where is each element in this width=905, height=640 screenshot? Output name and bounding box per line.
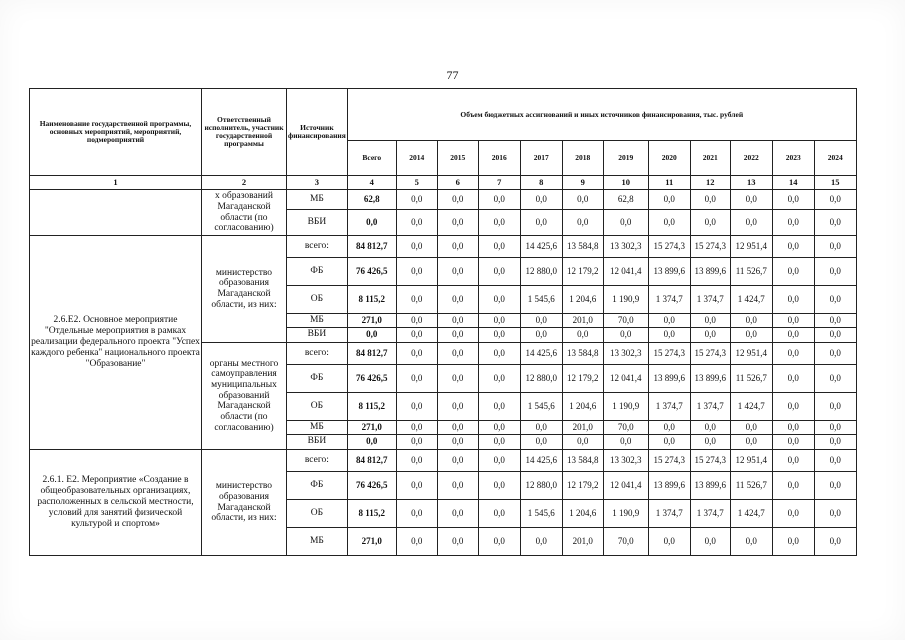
- year-value: 14 425,6: [520, 343, 562, 365]
- year-value: 0,0: [814, 472, 856, 500]
- year-value: 0,0: [396, 393, 437, 421]
- year-value: 0,0: [772, 190, 814, 210]
- column-number: 9: [562, 176, 603, 190]
- year-value: 0,0: [730, 421, 772, 435]
- year-value: 0,0: [478, 365, 520, 393]
- year-value: 0,0: [690, 190, 730, 210]
- funding-source: МБ: [287, 421, 348, 435]
- year-value: 0,0: [603, 435, 648, 450]
- year-value: 0,0: [437, 450, 478, 472]
- year-value: 0,0: [562, 435, 603, 450]
- column-number: 1: [30, 176, 202, 190]
- year-value: 1 424,7: [730, 286, 772, 314]
- year-value: 0,0: [520, 190, 562, 210]
- year-value: 0,0: [772, 343, 814, 365]
- header-total-col: Всего: [347, 141, 396, 176]
- year-value: 0,0: [396, 314, 437, 328]
- year-value: 0,0: [648, 528, 690, 556]
- year-value: 0,0: [814, 435, 856, 450]
- funding-source: МБ: [287, 528, 348, 556]
- year-value: 0,0: [814, 393, 856, 421]
- funding-source: ОБ: [287, 286, 348, 314]
- header-source-col: Источник финансирования: [287, 89, 348, 176]
- year-value: 0,0: [814, 450, 856, 472]
- year-value: 15 274,3: [648, 343, 690, 365]
- header-year: 2020: [648, 141, 690, 176]
- year-value: 12 880,0: [520, 365, 562, 393]
- year-value: 0,0: [772, 528, 814, 556]
- year-value: 0,0: [478, 258, 520, 286]
- year-value: 201,0: [562, 314, 603, 328]
- year-value: 1 204,6: [562, 286, 603, 314]
- year-value: 0,0: [478, 236, 520, 258]
- year-value: 0,0: [520, 314, 562, 328]
- activity-name: [30, 190, 202, 236]
- year-value: 1 374,7: [690, 286, 730, 314]
- header-name-col: Наименование государственной программы, основных мероприятий, мероприятий, подмероприятий: [30, 89, 202, 176]
- year-value: 70,0: [603, 421, 648, 435]
- year-value: 0,0: [520, 328, 562, 343]
- year-value: 13 302,3: [603, 450, 648, 472]
- year-value: 15 274,3: [690, 236, 730, 258]
- header-year: 2023: [772, 141, 814, 176]
- header-year: 2024: [814, 141, 856, 176]
- year-value: 0,0: [437, 528, 478, 556]
- activity-name: 2.6.Е2. Основное мероприятие "Отдельные мероприятия в рамках реализации федерального проекта "Успех каждого ребенка" национального проекта "Образование": [30, 236, 202, 450]
- year-value: 0,0: [437, 258, 478, 286]
- year-value: 0,0: [396, 236, 437, 258]
- year-value: 0,0: [814, 421, 856, 435]
- year-value: 0,0: [730, 528, 772, 556]
- year-value: 1 424,7: [730, 500, 772, 528]
- column-number: 8: [520, 176, 562, 190]
- year-value: 12 951,4: [730, 450, 772, 472]
- year-value: 0,0: [814, 190, 856, 210]
- year-value: 0,0: [814, 528, 856, 556]
- responsible-executor: х образований Магаданской области (по согласованию): [202, 190, 287, 236]
- year-value: 1 545,6: [520, 286, 562, 314]
- funding-source: всего:: [287, 343, 348, 365]
- year-value: 0,0: [772, 365, 814, 393]
- year-value: 0,0: [772, 421, 814, 435]
- year-value: 13 302,3: [603, 343, 648, 365]
- year-value: 15 274,3: [648, 450, 690, 472]
- total-value: 271,0: [347, 421, 396, 435]
- year-value: 0,0: [648, 328, 690, 343]
- year-value: 0,0: [814, 258, 856, 286]
- funding-source: ОБ: [287, 500, 348, 528]
- responsible-executor: министерство образования Магаданской области, из них:: [202, 236, 287, 343]
- year-value: 13 584,8: [562, 450, 603, 472]
- total-value: 76 426,5: [347, 258, 396, 286]
- year-value: 0,0: [772, 236, 814, 258]
- year-value: 0,0: [772, 500, 814, 528]
- year-value: 13 584,8: [562, 343, 603, 365]
- year-value: 0,0: [690, 210, 730, 236]
- funding-source: МБ: [287, 314, 348, 328]
- year-value: 0,0: [814, 236, 856, 258]
- year-value: 0,0: [772, 258, 814, 286]
- year-value: 11 526,7: [730, 365, 772, 393]
- year-value: 0,0: [396, 210, 437, 236]
- column-number: 15: [814, 176, 856, 190]
- year-value: 1 374,7: [690, 393, 730, 421]
- year-value: 0,0: [437, 435, 478, 450]
- year-value: 0,0: [814, 286, 856, 314]
- year-value: 14 425,6: [520, 236, 562, 258]
- table-row: [30, 236, 857, 258]
- year-value: 15 274,3: [648, 236, 690, 258]
- year-value: 0,0: [814, 328, 856, 343]
- year-value: 1 545,6: [520, 393, 562, 421]
- year-value: 0,0: [437, 343, 478, 365]
- year-value: 0,0: [520, 528, 562, 556]
- year-value: 0,0: [520, 210, 562, 236]
- year-value: 0,0: [772, 472, 814, 500]
- year-value: 0,0: [772, 314, 814, 328]
- year-value: 0,0: [396, 528, 437, 556]
- year-value: 12 880,0: [520, 472, 562, 500]
- year-value: 12 179,2: [562, 365, 603, 393]
- funding-source: ФБ: [287, 472, 348, 500]
- funding-source: всего:: [287, 236, 348, 258]
- column-number: 4: [347, 176, 396, 190]
- year-value: 0,0: [478, 210, 520, 236]
- year-value: 0,0: [690, 314, 730, 328]
- year-value: 0,0: [396, 435, 437, 450]
- year-value: 0,0: [478, 393, 520, 421]
- year-value: 0,0: [396, 500, 437, 528]
- year-value: 0,0: [648, 435, 690, 450]
- year-value: 0,0: [396, 328, 437, 343]
- year-value: 13 584,8: [562, 236, 603, 258]
- year-value: 0,0: [772, 328, 814, 343]
- header-year: 2022: [730, 141, 772, 176]
- year-value: 1 190,9: [603, 500, 648, 528]
- column-number: 6: [437, 176, 478, 190]
- year-value: 0,0: [648, 190, 690, 210]
- budget-table: [29, 88, 857, 556]
- year-value: 0,0: [437, 286, 478, 314]
- table-row: [30, 190, 857, 210]
- year-value: 13 302,3: [603, 236, 648, 258]
- year-value: 0,0: [520, 435, 562, 450]
- year-value: 13 899,6: [648, 258, 690, 286]
- year-value: 0,0: [478, 190, 520, 210]
- year-value: 0,0: [478, 528, 520, 556]
- year-value: 0,0: [562, 190, 603, 210]
- year-value: 0,0: [437, 500, 478, 528]
- year-value: 0,0: [396, 190, 437, 210]
- total-value: 0,0: [347, 210, 396, 236]
- total-value: 0,0: [347, 328, 396, 343]
- total-value: 8 115,2: [347, 500, 396, 528]
- year-value: 0,0: [396, 365, 437, 393]
- year-value: 0,0: [648, 210, 690, 236]
- year-value: 0,0: [690, 528, 730, 556]
- year-value: 0,0: [814, 314, 856, 328]
- year-value: 0,0: [772, 210, 814, 236]
- year-value: 1 545,6: [520, 500, 562, 528]
- total-value: 84 812,7: [347, 236, 396, 258]
- year-value: 11 526,7: [730, 472, 772, 500]
- year-value: 0,0: [437, 393, 478, 421]
- year-value: 0,0: [730, 210, 772, 236]
- year-value: 0,0: [772, 435, 814, 450]
- year-value: 0,0: [478, 472, 520, 500]
- year-value: 0,0: [730, 435, 772, 450]
- year-value: 12 951,4: [730, 343, 772, 365]
- header-volume-col: Объем бюджетных ассигнований и иных источников финансирования, тыс. рублей: [347, 89, 856, 141]
- year-value: 0,0: [690, 328, 730, 343]
- year-value: 0,0: [437, 190, 478, 210]
- year-value: 0,0: [396, 421, 437, 435]
- activity-name: 2.6.1. Е2. Мероприятие «Создание в общеобразовательных организациях, расположенных в сельской местности, условий для занятий физической культурой и спортом»: [30, 450, 202, 556]
- year-value: 12 041,4: [603, 472, 648, 500]
- year-value: 13 899,6: [648, 472, 690, 500]
- year-value: 1 374,7: [690, 500, 730, 528]
- year-value: 62,8: [603, 190, 648, 210]
- year-value: 0,0: [603, 210, 648, 236]
- year-value: 12 041,4: [603, 258, 648, 286]
- responsible-executor: органы местного самоуправления муниципальных образований Магаданской области (по согласованию): [202, 343, 287, 450]
- year-value: 0,0: [437, 472, 478, 500]
- year-value: 0,0: [437, 328, 478, 343]
- year-value: 1 190,9: [603, 286, 648, 314]
- header-year: 2017: [520, 141, 562, 176]
- year-value: 0,0: [478, 435, 520, 450]
- column-number: 14: [772, 176, 814, 190]
- total-value: 271,0: [347, 528, 396, 556]
- total-value: 0,0: [347, 435, 396, 450]
- year-value: 15 274,3: [690, 343, 730, 365]
- year-value: 0,0: [396, 472, 437, 500]
- year-value: 0,0: [814, 210, 856, 236]
- year-value: 13 899,6: [690, 365, 730, 393]
- year-value: 0,0: [437, 314, 478, 328]
- year-value: 70,0: [603, 314, 648, 328]
- year-value: 0,0: [772, 286, 814, 314]
- header-year: 2018: [562, 141, 603, 176]
- column-number: 10: [603, 176, 648, 190]
- year-value: 0,0: [478, 450, 520, 472]
- year-value: 0,0: [648, 314, 690, 328]
- year-value: 12 951,4: [730, 236, 772, 258]
- year-value: 0,0: [437, 236, 478, 258]
- year-value: 0,0: [396, 286, 437, 314]
- year-value: 0,0: [814, 343, 856, 365]
- year-value: 0,0: [478, 286, 520, 314]
- year-value: 0,0: [478, 314, 520, 328]
- total-value: 84 812,7: [347, 343, 396, 365]
- header-year: 2014: [396, 141, 437, 176]
- total-value: 76 426,5: [347, 472, 396, 500]
- total-value: 62,8: [347, 190, 396, 210]
- year-value: 0,0: [690, 421, 730, 435]
- year-value: 0,0: [396, 343, 437, 365]
- year-value: 1 190,9: [603, 393, 648, 421]
- column-number: 12: [690, 176, 730, 190]
- year-value: 1 204,6: [562, 500, 603, 528]
- header-year: 2019: [603, 141, 648, 176]
- year-value: 1 424,7: [730, 393, 772, 421]
- year-value: 0,0: [437, 210, 478, 236]
- year-value: 0,0: [603, 328, 648, 343]
- year-value: 0,0: [730, 328, 772, 343]
- year-value: 14 425,6: [520, 450, 562, 472]
- year-value: 0,0: [814, 500, 856, 528]
- year-value: 12 179,2: [562, 258, 603, 286]
- total-value: 76 426,5: [347, 365, 396, 393]
- year-value: 1 204,6: [562, 393, 603, 421]
- total-value: 8 115,2: [347, 286, 396, 314]
- funding-source: ФБ: [287, 365, 348, 393]
- year-value: 13 899,6: [690, 472, 730, 500]
- year-value: 201,0: [562, 421, 603, 435]
- year-value: 70,0: [603, 528, 648, 556]
- page-number: 77: [446, 68, 459, 82]
- funding-source: МБ: [287, 190, 348, 210]
- table-row: [30, 450, 857, 472]
- header-responsible-col: Ответственный исполнитель, участник государственной программы: [202, 89, 287, 176]
- funding-source: всего:: [287, 450, 348, 472]
- header-year: 2015: [437, 141, 478, 176]
- column-number: 13: [730, 176, 772, 190]
- year-value: 0,0: [520, 421, 562, 435]
- year-value: 0,0: [437, 365, 478, 393]
- year-value: 0,0: [478, 500, 520, 528]
- funding-source: ВБИ: [287, 210, 348, 236]
- year-value: 0,0: [396, 258, 437, 286]
- funding-source: ВБИ: [287, 328, 348, 343]
- year-value: 0,0: [730, 190, 772, 210]
- column-number: 7: [478, 176, 520, 190]
- year-value: 0,0: [772, 450, 814, 472]
- total-value: 84 812,7: [347, 450, 396, 472]
- year-value: 15 274,3: [690, 450, 730, 472]
- year-value: 0,0: [730, 314, 772, 328]
- year-value: 0,0: [562, 328, 603, 343]
- year-value: 11 526,7: [730, 258, 772, 286]
- total-value: 271,0: [347, 314, 396, 328]
- year-value: 0,0: [772, 393, 814, 421]
- column-number: 11: [648, 176, 690, 190]
- header-year: 2021: [690, 141, 730, 176]
- year-value: 12 179,2: [562, 472, 603, 500]
- year-value: 0,0: [690, 435, 730, 450]
- funding-source: ОБ: [287, 393, 348, 421]
- column-number: 2: [202, 176, 287, 190]
- year-value: 1 374,7: [648, 393, 690, 421]
- total-value: 8 115,2: [347, 393, 396, 421]
- year-value: 0,0: [437, 421, 478, 435]
- year-value: 13 899,6: [690, 258, 730, 286]
- funding-source: ФБ: [287, 258, 348, 286]
- year-value: 0,0: [478, 328, 520, 343]
- column-number: 3: [287, 176, 348, 190]
- header-year: 2016: [478, 141, 520, 176]
- column-number: 5: [396, 176, 437, 190]
- year-value: 1 374,7: [648, 500, 690, 528]
- year-value: 12 041,4: [603, 365, 648, 393]
- year-value: 0,0: [478, 343, 520, 365]
- year-value: 0,0: [562, 210, 603, 236]
- funding-source: ВБИ: [287, 435, 348, 450]
- year-value: 1 374,7: [648, 286, 690, 314]
- year-value: 12 880,0: [520, 258, 562, 286]
- year-value: 201,0: [562, 528, 603, 556]
- responsible-executor: министерство образования Магаданской области, из них:: [202, 450, 287, 556]
- year-value: 0,0: [814, 365, 856, 393]
- year-value: 0,0: [648, 421, 690, 435]
- year-value: 0,0: [478, 421, 520, 435]
- year-value: 13 899,6: [648, 365, 690, 393]
- year-value: 0,0: [396, 450, 437, 472]
